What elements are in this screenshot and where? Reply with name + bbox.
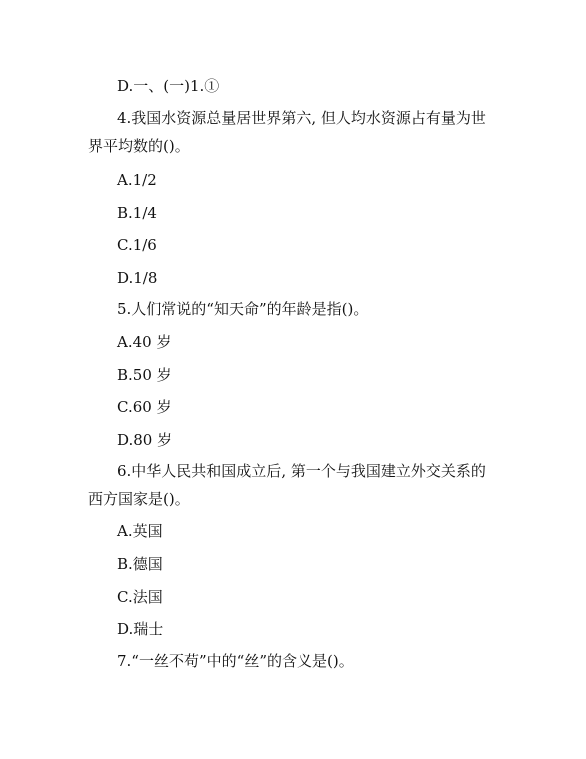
answer-option: D.1/8	[117, 269, 158, 287]
answer-option: A.40 岁	[117, 333, 172, 351]
answer-option: D.瑞士	[117, 620, 164, 638]
question-text-continued: 西方国家是()。	[88, 490, 190, 508]
answer-option: C.1/6	[117, 236, 157, 254]
answer-option: D.一、(一)1.①	[117, 77, 220, 95]
answer-option: C.法国	[117, 588, 163, 606]
answer-option: C.60 岁	[117, 398, 172, 416]
question-text: 5.人们常说的“知天命”的年龄是指()。	[117, 300, 369, 318]
question-text-continued: 界平均数的()。	[88, 137, 190, 155]
question-text: 7.“一丝不苟”中的“丝”的含义是()。	[117, 652, 354, 670]
question-text: 6.中华人民共和国成立后, 第一个与我国建立外交关系的	[117, 462, 486, 480]
answer-option: B.1/4	[117, 204, 157, 222]
answer-option: B.德国	[117, 555, 163, 573]
answer-option: D.80 岁	[117, 431, 173, 449]
question-text: 4.我国水资源总量居世界第六, 但人均水资源占有量为世	[117, 109, 486, 127]
answer-option: A.英国	[117, 522, 163, 540]
answer-option: A.1/2	[117, 171, 157, 189]
answer-option: B.50 岁	[117, 366, 172, 384]
